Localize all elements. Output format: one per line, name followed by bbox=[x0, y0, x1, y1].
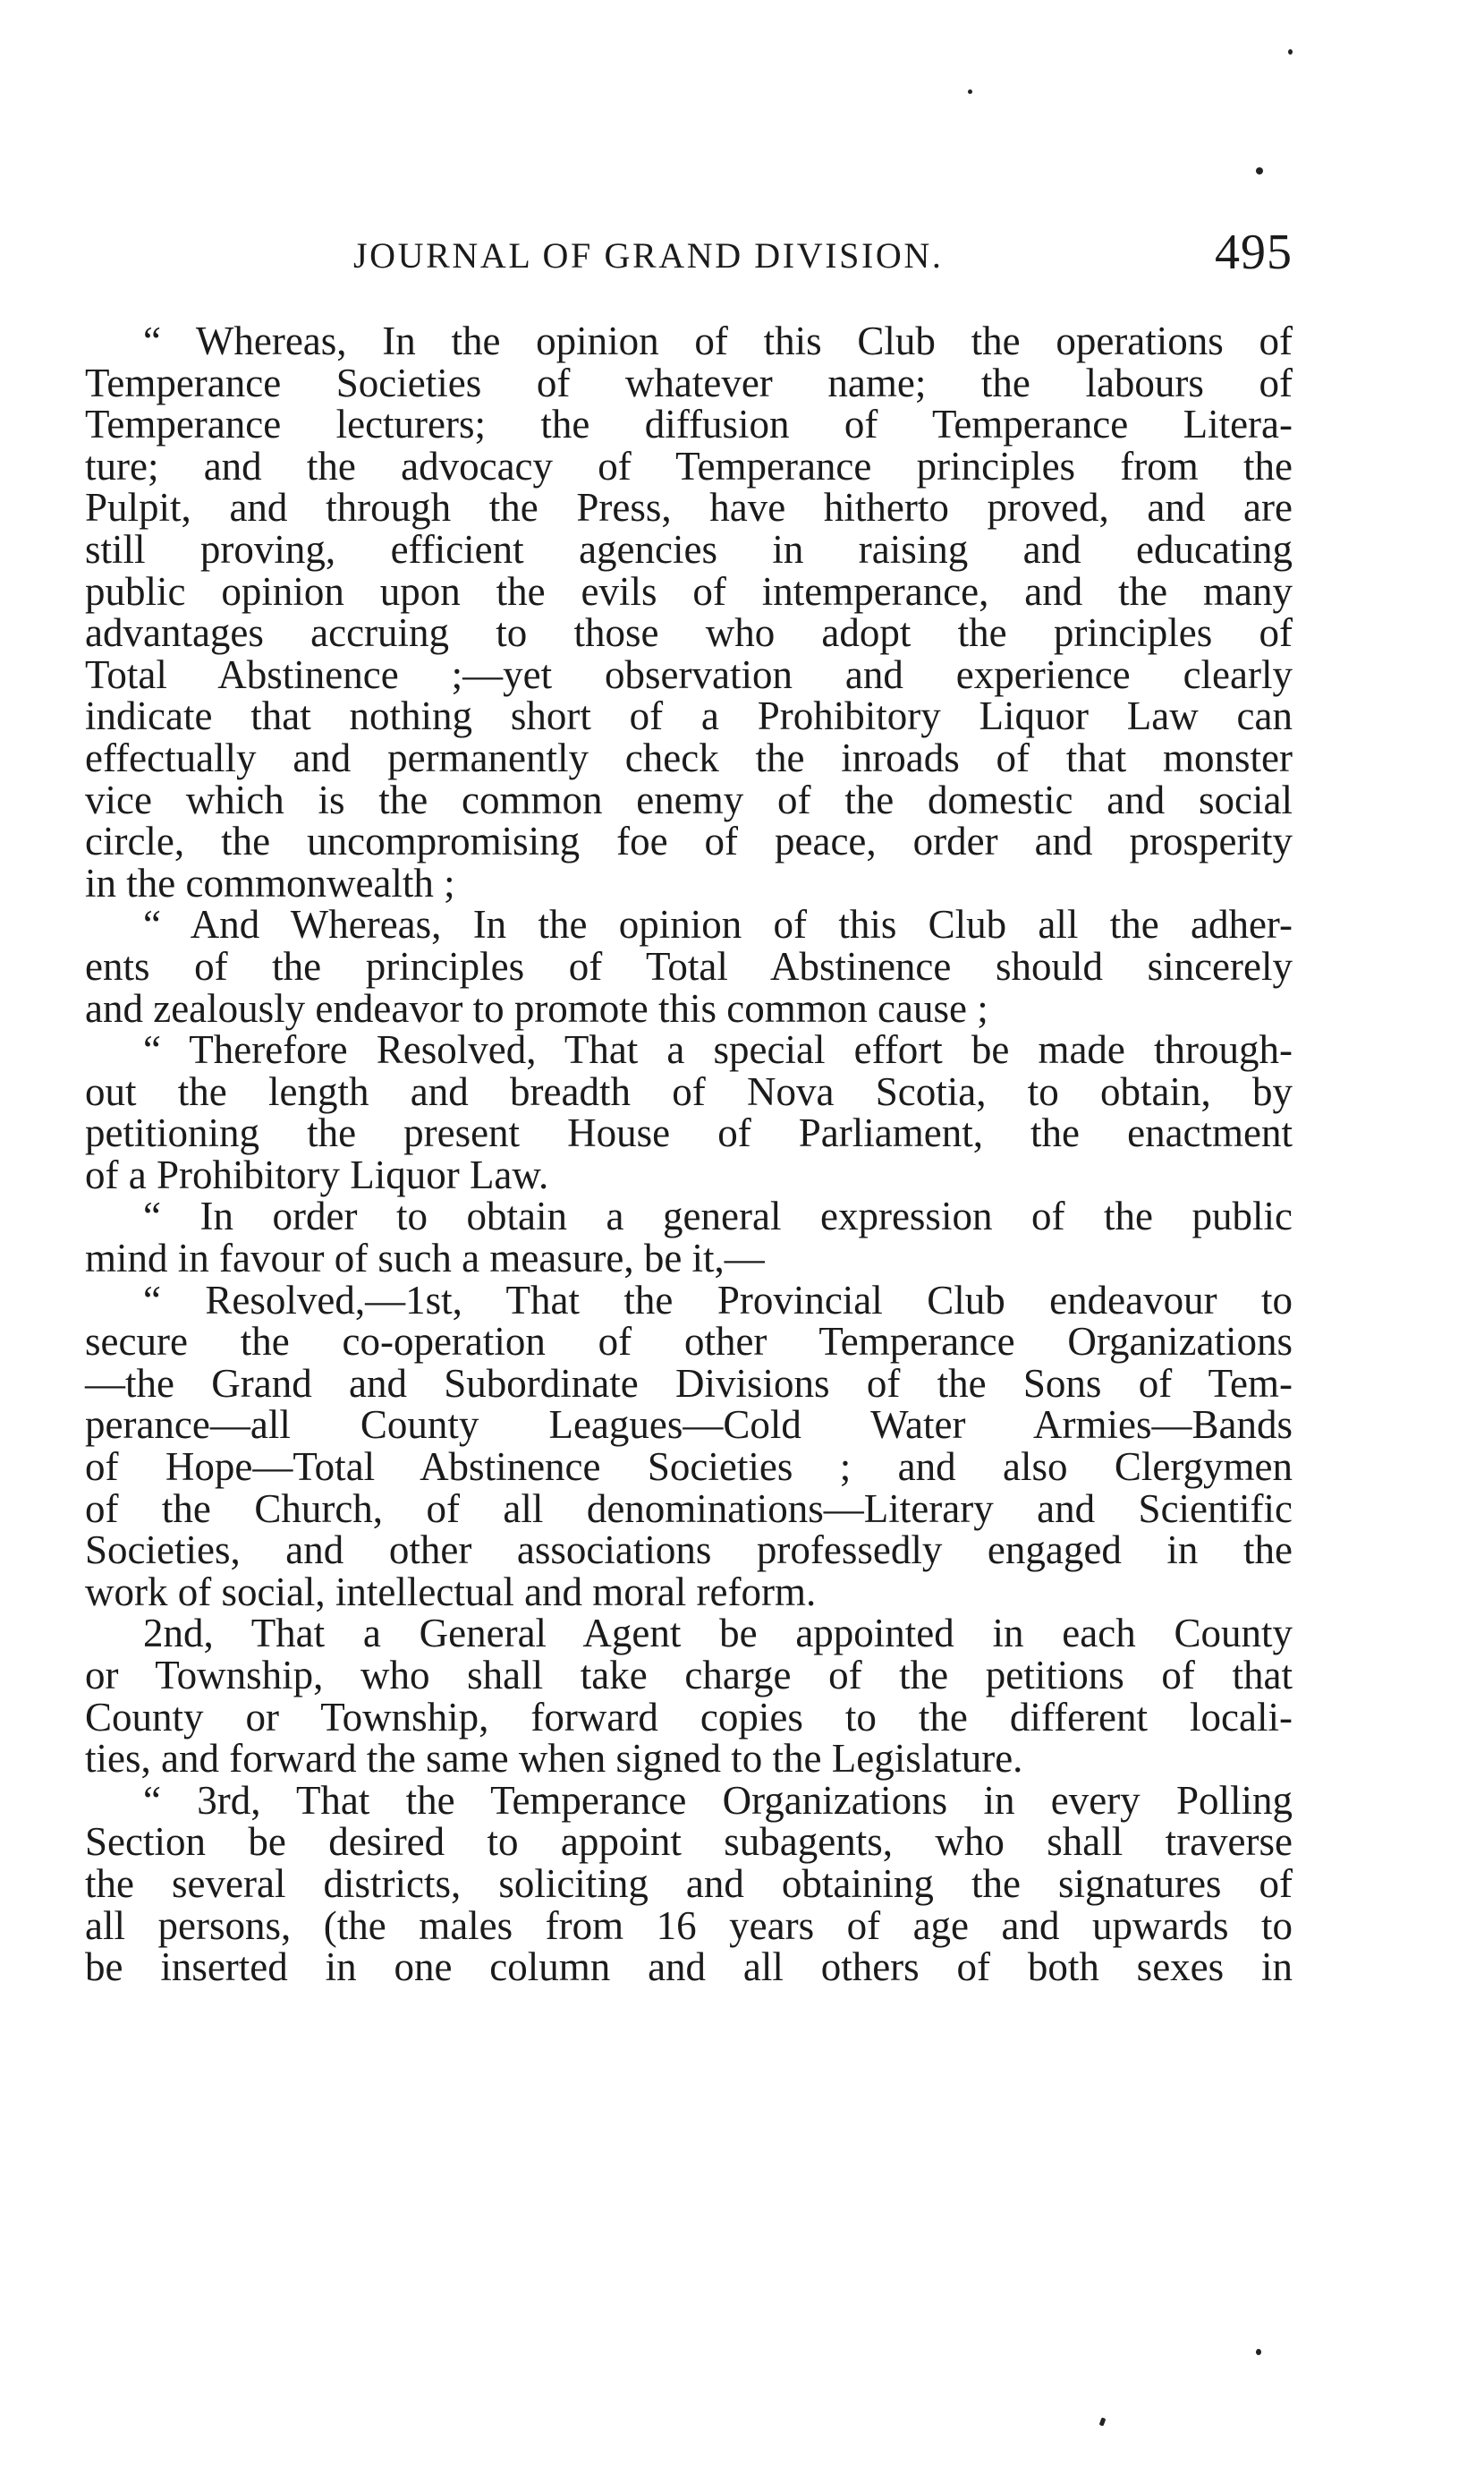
body-text bbox=[85, 320, 1293, 1988]
text-line: “ And Whereas, In the opinion of this Club all the adher- bbox=[143, 902, 1293, 948]
text-line: ture; and the advocacy of Temperance principles from the bbox=[85, 443, 1293, 489]
text-line: out the length and breadth of Nova Scotia, to obtain, by bbox=[85, 1068, 1293, 1114]
scan-speck bbox=[1099, 2417, 1107, 2426]
text-line: mind in favour of such a measure, be it,— bbox=[85, 1236, 765, 1281]
text-line: Total Abstinence ;—yet observation and experience clearly bbox=[85, 651, 1293, 697]
text-line: be inserted in one column and all others of both sexes in bbox=[85, 1944, 1293, 1990]
text-line: advantages accruing to those who adopt the principles of bbox=[85, 610, 1293, 656]
text-line: “ In order to obtain a general expression of the public bbox=[143, 1194, 1293, 1239]
page-number: 495 bbox=[1215, 225, 1293, 280]
scan-speck bbox=[968, 89, 972, 94]
text-line: 2nd, That a General Agent be appointed in each County bbox=[143, 1611, 1293, 1656]
running-head: JOURNAL OF GRAND DIVISION. bbox=[353, 235, 944, 276]
text-line: secure the co-operation of other Temperance Organizations bbox=[85, 1319, 1293, 1365]
text-line: Temperance lecturers; the diffusion of Temperance Litera- bbox=[85, 402, 1293, 447]
text-line: the several districts, soliciting and obtaining the signatures of bbox=[85, 1860, 1293, 1906]
text-line: Section be desired to appoint subagents, who shall traverse bbox=[85, 1819, 1293, 1865]
text-line: County or Township, forward copies to the different locali- bbox=[85, 1694, 1293, 1740]
text-line: “ 3rd, That the Temperance Organizations in every Polling bbox=[143, 1777, 1293, 1823]
text-line: of Hope—Total Abstinence Societies ; and also Clergymen bbox=[85, 1444, 1293, 1490]
page-header bbox=[353, 224, 1293, 286]
text-line: petitioning the present House of Parliament, the enactment bbox=[85, 1110, 1293, 1156]
text-line: of a Prohibitory Liquor Law. bbox=[85, 1152, 549, 1197]
text-line: effectually and permanently check the inroads of that monster bbox=[85, 735, 1293, 780]
text-line: Societies, and other associations professedly engaged in the bbox=[85, 1527, 1293, 1573]
scan-speck bbox=[1256, 2349, 1261, 2355]
text-line: Temperance Societies of whatever name; the labours of bbox=[85, 360, 1293, 405]
scan-speck bbox=[1256, 167, 1263, 174]
text-line: or Township, who shall take charge of the petitions of that bbox=[85, 1653, 1293, 1697]
text-line: “ Therefore Resolved, That a special effort be made through- bbox=[143, 1027, 1293, 1073]
text-line: of the Church, of all denominations—Literary and Scientific bbox=[85, 1485, 1293, 1531]
text-line: indicate that nothing short of a Prohibitory Liquor Law can bbox=[85, 693, 1293, 739]
text-line: Pulpit, and through the Press, have hitherto proved, and are bbox=[85, 485, 1293, 531]
text-line: still proving, efficient agencies in raising and educating bbox=[85, 526, 1293, 572]
text-line: and zealously endeavor to promote this common cause ; bbox=[85, 985, 988, 1031]
text-line: perance—all County Leagues—Cold Water Armies—Bands bbox=[85, 1402, 1293, 1448]
text-line: ties, and forward the same when signed to the Legislature. bbox=[85, 1736, 1023, 1782]
text-line: all persons, (the males from 16 years of age and upwards to bbox=[85, 1902, 1293, 1948]
text-line: —the Grand and Subordinate Divisions of the Sons of Tem- bbox=[85, 1360, 1293, 1406]
text-line: work of social, intellectual and moral reform. bbox=[85, 1569, 817, 1614]
scan-speck bbox=[1288, 49, 1293, 55]
text-line: “ Whereas, In the opinion of this Club the operations of bbox=[143, 319, 1293, 363]
text-line: in the commonwealth ; bbox=[85, 860, 455, 906]
text-line: vice which is the common enemy of the domestic and social bbox=[85, 777, 1293, 822]
text-line: “ Resolved,—1st, That the Provincial Club endeavour to bbox=[143, 1277, 1293, 1323]
text-line: circle, the uncompromising foe of peace, order and prosperity bbox=[85, 819, 1293, 864]
text-line: public opinion upon the evils of intemperance, and the many bbox=[85, 568, 1293, 614]
text-line: ents of the principles of Total Abstinence should sincerely bbox=[85, 943, 1293, 989]
